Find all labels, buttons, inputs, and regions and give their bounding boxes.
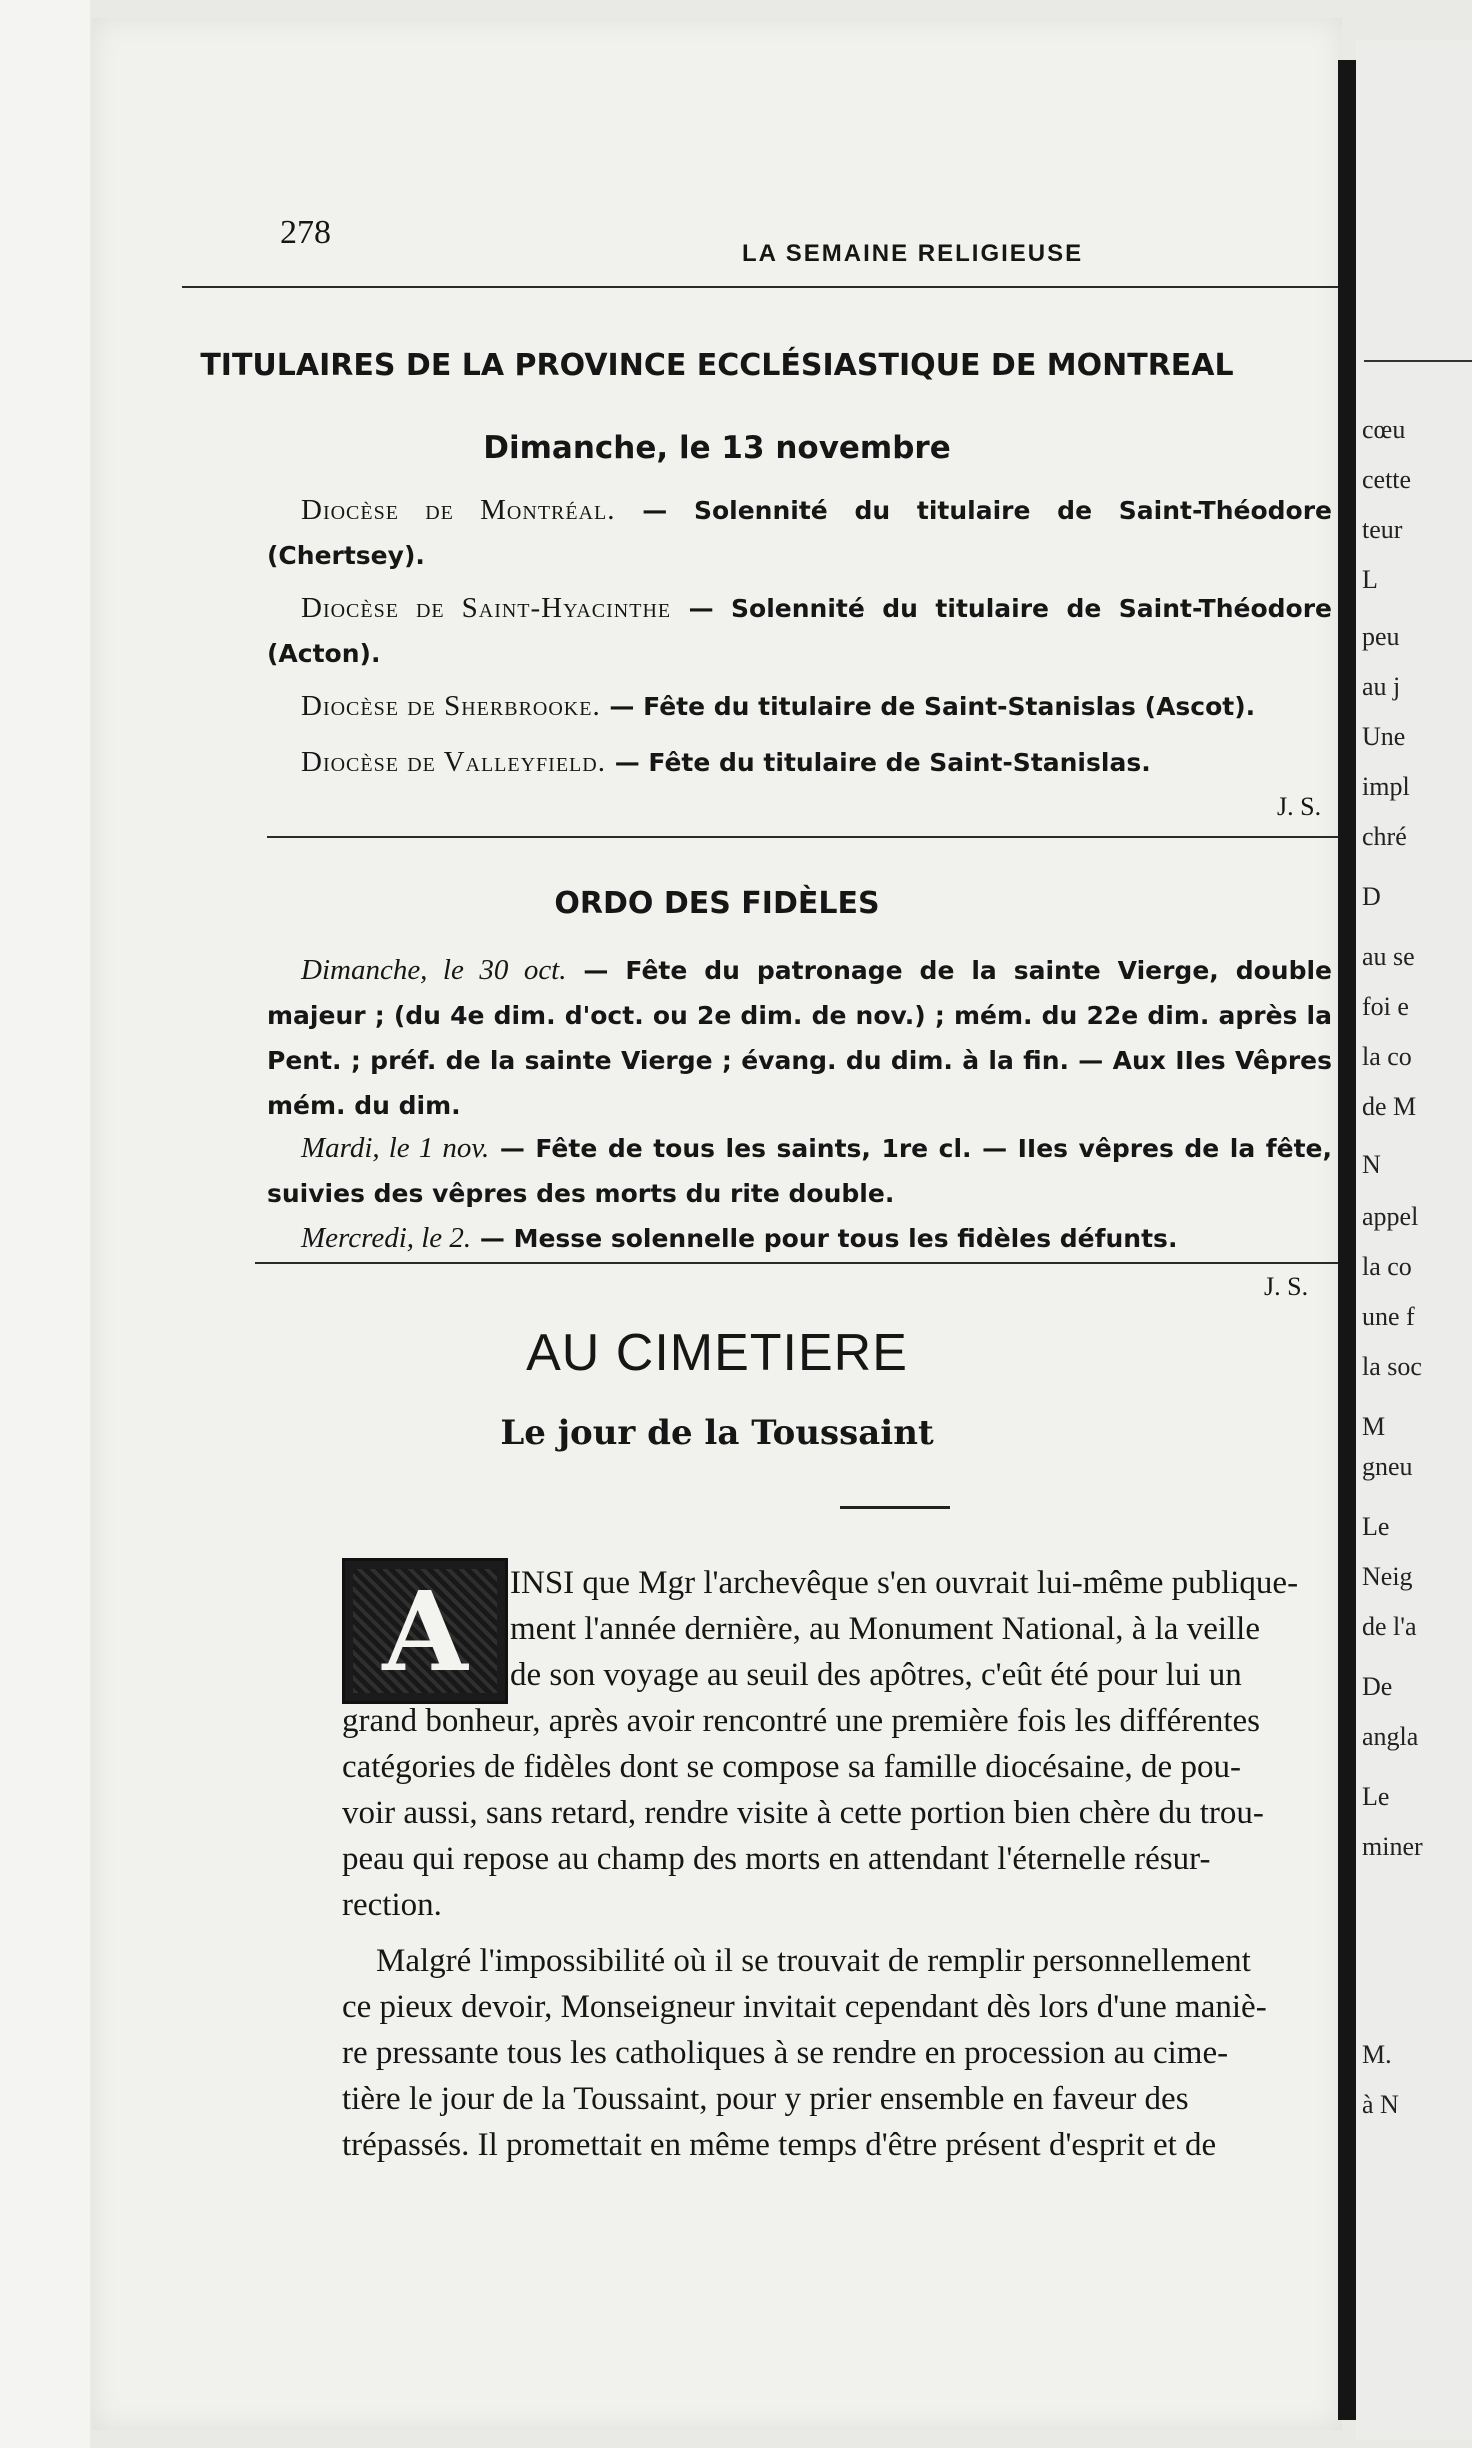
body-line: ment l'année dernière, au Monument National, à la veille: [510, 1611, 1260, 1647]
adjacent-page-fragment: cette: [1362, 465, 1412, 494]
ordo-entry: [267, 1216, 1332, 1261]
dropcap-letter: A: [382, 1566, 468, 1696]
entry-text: — Fête du titulaire de Saint-Stanislas.: [605, 748, 1151, 777]
titulaire-entry: [267, 586, 1332, 676]
ornamental-dropcap: [342, 1558, 508, 1704]
adjacent-page-fragment: Le: [1362, 1512, 1390, 1541]
ordo-entry: [267, 948, 1332, 1128]
body-line: INSI que Mgr l'archevêque s'en ouvrait lui-même publique-: [510, 1565, 1299, 1601]
adjacent-page-fragment: la co: [1362, 1252, 1412, 1281]
body-line: grand bonheur, après avoir rencontré une première fois les différentes: [342, 1703, 1261, 1739]
body-line: Malgré l'impossibilité où il se trouvait de remplir personnellement: [376, 1943, 1251, 1979]
ordo-date: Mardi, le 1 nov.: [301, 1132, 490, 1164]
body-line: rection.: [342, 1887, 442, 1923]
adjacent-page-fragment: M: [1362, 1412, 1386, 1441]
body-line: catégories de fidèles dont se compose sa famille diocésaine, de pou-: [342, 1749, 1241, 1785]
entry-text: — Solennité du titulaire de Saint-Théodore (Chertsey).: [267, 496, 1332, 570]
section-rule: [267, 836, 1429, 838]
adjacent-page-fragment: gneu: [1362, 1452, 1413, 1481]
adjacent-page-fragment: la co: [1362, 1042, 1412, 1071]
adjacent-page-fragment: impl: [1362, 772, 1410, 801]
adjacent-page-rule: [1364, 360, 1472, 362]
page-content: [92, 18, 1342, 2430]
ordo-entry: [267, 1126, 1332, 1216]
body-line: peau qui repose au champ des morts en attendant l'éternelle résur-: [342, 1841, 1211, 1877]
book-gutter: [1338, 60, 1356, 2420]
diocese-name: Diocèse de Sherbrooke.: [301, 690, 601, 722]
body-line: voir aussi, sans retard, rendre visite à cette portion bien chère du trou-: [342, 1795, 1264, 1831]
adjacent-page-fragment: Neig: [1362, 1562, 1413, 1591]
scan-left-margin: [0, 0, 90, 2448]
running-head: LA SEMAINE RELIGIEUSE: [742, 240, 1084, 267]
adjacent-page-fragment: appel: [1362, 1202, 1419, 1231]
diocese-name: Diocèse de Valleyfield.: [301, 746, 606, 778]
adjacent-page-fragment: à N: [1362, 2090, 1399, 2119]
titulaire-entry: [267, 684, 1332, 729]
entry-text: — Solennité du titulaire de Saint-Théodore (Acton).: [267, 594, 1332, 668]
adjacent-page-fragment: miner: [1362, 1832, 1423, 1861]
adjacent-page-fragment: N: [1362, 1150, 1381, 1179]
adjacent-page-fragment: M.: [1362, 2040, 1392, 2069]
ordo-text: — Fête de tous les saints, 1re cl. — IIes vêpres de la fête, suivies des vêpres des morts du rite double.: [267, 1134, 1332, 1208]
body-line: tière le jour de la Toussaint, pour y prier ensemble en faveur des: [342, 2081, 1189, 2117]
titulaires-signature: J. S.: [1277, 792, 1322, 821]
adjacent-page-fragment: chré: [1362, 822, 1407, 851]
ordo-date: Mercredi, le 2.: [301, 1222, 472, 1254]
ordo-text: — Messe solennelle pour tous les fidèles défunts.: [471, 1224, 1178, 1253]
ordo-signature: J. S.: [1264, 1272, 1309, 1301]
adjacent-page-fragment: une f: [1362, 1302, 1415, 1331]
titulaire-entry: [267, 488, 1332, 578]
ordo-text: — Fête du patronage de la sainte Vierge, double majeur ; (du 4e dim. d'oct. ou 2e dim. de nov.) ; mém. du 22e dim. après la Pent. ; préf. de la sainte Vierge ; évang. du dim. à la fin. — Aux IIes Vêpres mém. du dim.: [267, 956, 1333, 1120]
adjacent-page-fragment: L: [1362, 565, 1378, 594]
adjacent-page-fragment: la soc: [1362, 1352, 1422, 1381]
article-subtitle: Le jour de la Toussaint: [500, 1413, 934, 1453]
article-title: AU CIMETIERE: [526, 1324, 908, 1382]
book-page: [92, 18, 1342, 2430]
adjacent-page-fragment: de M: [1362, 1092, 1417, 1121]
title-ornament-rule: [840, 1506, 950, 1509]
adjacent-page-fragment: De: [1362, 1672, 1393, 1701]
diocese-name: Diocèse de Montréal.: [301, 494, 616, 526]
adjacent-page-fragment: de l'a: [1362, 1612, 1417, 1641]
page-number: 278: [280, 214, 331, 251]
adjacent-page-fragment: au se: [1362, 942, 1415, 971]
adjacent-page-fragment: au j: [1362, 672, 1401, 701]
body-line: ce pieux devoir, Monseigneur invitait cependant dès lors d'une maniè-: [342, 1989, 1267, 2025]
diocese-name: Diocèse de Saint-Hyacinthe: [301, 592, 672, 624]
adjacent-page-fragment: Le: [1362, 1782, 1390, 1811]
ordo-date: Dimanche, le 30 oct.: [301, 954, 567, 986]
adjacent-page-fragment: cœu: [1362, 415, 1406, 444]
adjacent-page-fragment: Une: [1362, 722, 1406, 751]
entry-text: — Fête du titulaire de Saint-Stanislas (Ascot).: [600, 692, 1256, 721]
body-line: trépassés. Il promettait en même temps d'être présent d'esprit et de: [342, 2127, 1217, 2163]
adjacent-page-fragment: D: [1362, 882, 1381, 911]
body-line: re pressante tous les catholiques à se rendre en procession au cime-: [342, 2035, 1229, 2071]
adjacent-page-edge: [1356, 40, 1472, 2440]
titulaires-date: Dimanche, le 13 novembre: [483, 430, 951, 466]
body-line: de son voyage au seuil des apôtres, c'eût été pour lui un: [510, 1657, 1242, 1693]
adjacent-page-fragment: peu: [1362, 622, 1400, 651]
adjacent-page-fragment: angla: [1362, 1722, 1419, 1751]
header-rule: [182, 286, 1432, 288]
titulaires-title: TITULAIRES DE LA PROVINCE ECCLÉSIASTIQUE DE MONTREAL: [200, 348, 1234, 383]
adjacent-page-fragment: teur: [1362, 515, 1403, 544]
titulaire-entry: [267, 740, 1332, 785]
adjacent-page-fragment: foi e: [1362, 992, 1409, 1021]
ordo-title: ORDO DES FIDÈLES: [554, 886, 880, 921]
section-rule: [255, 1262, 1431, 1264]
